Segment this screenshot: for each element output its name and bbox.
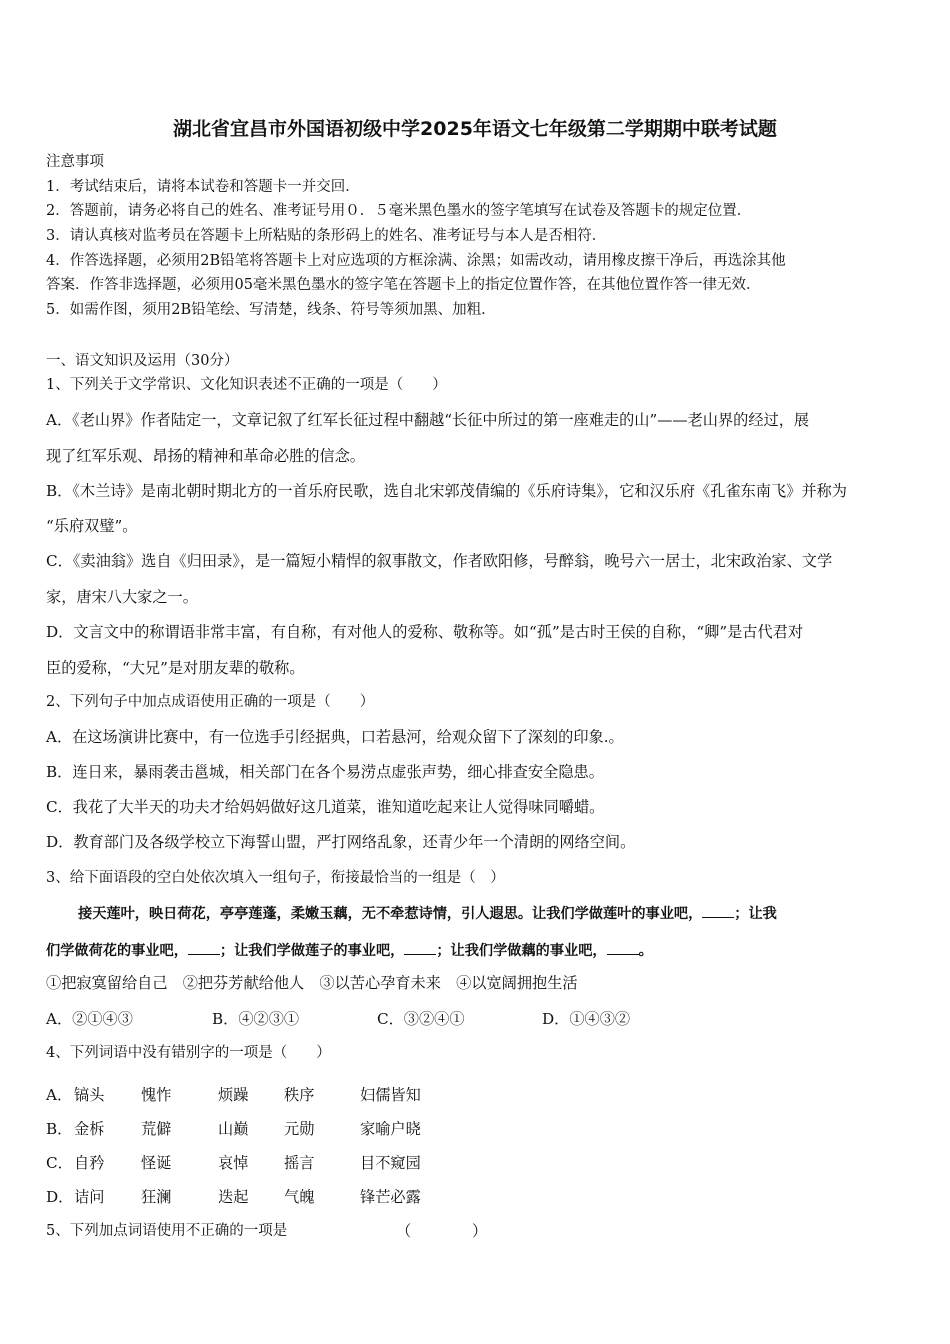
q2-option-c: C．我花了大半天的功夫才给妈妈做好这几道菜，谁知道吃起来让人觉得味同嚼蜡。	[46, 798, 605, 816]
q3-passage-text5: ；让我们学做藕的事业吧，	[436, 943, 607, 959]
q4-word: 怪诞	[141, 1154, 172, 1172]
q1-option-b-line1: B．《木兰诗》是南北朝时期北方的一首乐府民歌，选自北宋郭茂倩编的《乐府诗集》，它和汉乐府《孔雀东南飞》并称为	[46, 482, 847, 500]
q5-stem: 5、下列加点词语使用不正确的一项是	[46, 1223, 288, 1239]
q4-word: 诘问	[74, 1188, 105, 1206]
q4-word: 愧怍	[141, 1086, 172, 1104]
q1-option-d-line2: 臣的爱称，“大兄”是对朋友辈的敬称。	[46, 659, 305, 677]
q1-option-a-line1	[46, 410, 908, 430]
notice-item-4-cont: 答案．作答非选择题，必须用05毫米黑色墨水的签字笔在答题卡上的指定位置作答，在其他位置作答一律无效．	[46, 277, 761, 293]
q4-row-label: C．	[46, 1154, 73, 1172]
q4-word: 家喻户晓	[360, 1120, 421, 1138]
q3-passage-line2	[46, 940, 653, 961]
q4-stem: 4、下列词语中没有错别字的一项是（ ）	[46, 1045, 331, 1061]
exam-title: 湖北省宜昌市外国语初级中学2025年语文七年级第二学期期中联考试题	[173, 118, 777, 140]
q3-passage-text1: 接天莲叶，映日荷花，亭亭莲蓬，柔嫩玉藕，无不牵惹诗情，引人遐思。让我们学做莲叶的事业吧，	[78, 906, 703, 922]
q4-word: 自矜	[74, 1154, 105, 1172]
q1-option-c-line2: 家，唐宋八大家之一。	[46, 588, 198, 606]
q3-passage-text2: ；让我	[734, 906, 777, 922]
notice-heading: 注意事项	[46, 154, 104, 170]
q3-option-b: B．④②③①	[212, 1010, 300, 1028]
q1-option-a-line2: 现了红军乐观、昂扬的精神和革命必胜的信念。	[46, 447, 365, 465]
q4-word: 狂澜	[141, 1188, 172, 1206]
q4-word: 山巅	[218, 1120, 249, 1138]
q2-option-b: B．连日来，暴雨袭击邕城，相关部门在各个易涝点虚张声势，细心排查安全隐患。	[46, 763, 604, 781]
q1-stem: 1、下列关于文学常识、文化知识表述不正确的一项是（ ）	[46, 377, 447, 393]
q3-passage-text4: ；让我们学做莲子的事业吧，	[219, 943, 405, 959]
q3-blank-4	[607, 940, 639, 955]
q3-option-c: C．③②④①	[377, 1010, 465, 1028]
notice-item-2: 2．答题前，请务必将自己的姓名、准考证号用０．５毫米黑色墨水的签字笔填写在试卷及答题卡的规定位置．	[46, 203, 752, 219]
q4-row-label: D．	[46, 1188, 74, 1206]
q4-word: 迭起	[218, 1188, 249, 1206]
q4-word: 哀悼	[218, 1154, 249, 1172]
q3-choices: ①把寂寞留给自己 ②把芬芳献给他人 ③以苦心孕育未来 ④以宽阔拥抱生活	[46, 974, 578, 992]
q3-blank-3	[404, 940, 436, 955]
q4-word: 元勋	[284, 1120, 315, 1138]
q4-word: 妇儒皆知	[360, 1086, 421, 1104]
q3-blank-1	[702, 903, 734, 918]
q4-word: 荒僻	[141, 1120, 172, 1138]
q1-option-b-line2: “乐府双璧”。	[46, 517, 138, 535]
section-heading: 一、语文知识及运用（30分）	[46, 353, 239, 369]
q2-stem: 2、下列句子中加点成语使用正确的一项是（ ）	[46, 694, 375, 710]
q3-option-d: D．①④③②	[542, 1010, 631, 1028]
q4-row-label: B．	[46, 1120, 73, 1138]
notice-item-5: 5．如需作图，须用2B铅笔绘、写清楚，线条、符号等须加黑、加粗．	[46, 302, 496, 318]
q2-option-a: A．在这场演讲比赛中，有一位选手引经据典，口若悬河，给观众留下了深刻的印象.。	[46, 728, 624, 746]
q4-word: 烦躁	[218, 1086, 249, 1104]
q1-option-d-line1: D．文言文中的称谓语非常丰富，有自称，有对他人的爱称、敬称等。如“孤”是古时王侯的自称，“卿”是古代君对	[46, 623, 804, 641]
q3-passage-line1	[78, 903, 777, 924]
q4-word: 摇言	[284, 1154, 315, 1172]
q3-option-a: A．②①④③	[46, 1010, 133, 1028]
q1-option-a-text1: A．《老山界》作者陆定一，文章记叙了红军长征过程中翻越“长征中所过的第一座难走的山”——老山界的经过，展	[46, 411, 810, 429]
q3-blank-2	[188, 940, 220, 955]
q3-passage-text3: 们学做荷花的事业吧，	[46, 943, 188, 959]
notice-item-3: 3．请认真核对监考员在答题卡上所粘贴的条形码上的姓名、准考证号与本人是否相符．	[46, 228, 607, 244]
q4-word: 气魄	[284, 1188, 315, 1206]
q2-option-d: D．教育部门及各级学校立下海誓山盟，严打网络乱象，还青少年一个清朗的网络空间。	[46, 833, 636, 851]
notice-item-4: 4．作答选择题，必须用2B铅笔将答题卡上对应选项的方框涂满、涂黑；如需改动，请用橡皮擦干净后，再选涂其他	[46, 253, 786, 269]
q4-word: 锋芒必露	[360, 1188, 421, 1206]
q3-stem: 3、给下面语段的空白处依次填入一组句子，衔接最恰当的一组是（ ）	[46, 870, 505, 886]
q4-word: 目不窥园	[360, 1154, 421, 1172]
q4-word: 秩序	[284, 1086, 315, 1104]
q1-option-c-line1: C．《卖油翁》选自《归田录》，是一篇短小精悍的叙事散文，作者欧阳修，号醉翁，晚号六一居士，北宋政治家、文学	[46, 552, 833, 570]
q5-answer-paren: （ ）	[396, 1222, 488, 1240]
q3-passage-text6: 。	[638, 943, 653, 959]
q4-word: 镐头	[74, 1086, 105, 1104]
q4-row-label: A．	[46, 1086, 73, 1104]
q4-word: 金柝	[74, 1120, 105, 1138]
notice-item-1: 1．考试结束后，请将本试卷和答题卡一并交回．	[46, 179, 360, 195]
